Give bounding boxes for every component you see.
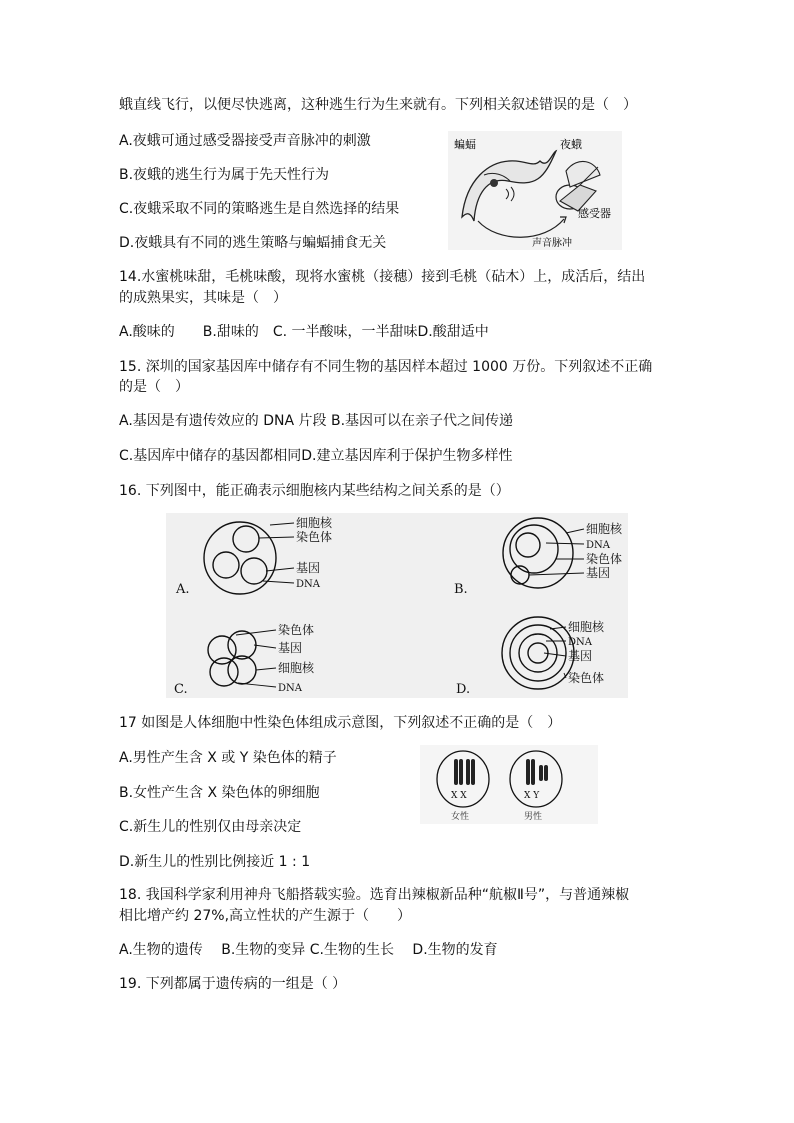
q15-stem-line1: 15. 深圳的国家基因库中储存有不同生物的基因样本超过 1000 万份。下列叙述不正确 (119, 359, 653, 375)
male-label: 男性 (524, 812, 543, 822)
panel-b-label: 染色体 (586, 552, 623, 566)
panel-a-label: DNA (296, 579, 320, 590)
q15-options-line2: C.基因库中储存的基因都相同D.建立基因库利于保护生物多样性 (119, 448, 513, 464)
panel-a-label: 基因 (296, 561, 321, 575)
panel-c-label: 染色体 (278, 623, 315, 637)
panel-a-label: 细胞核 (296, 516, 333, 530)
panel-c-label: 基因 (278, 641, 303, 655)
bat-label: 蝙蝠 (454, 138, 476, 151)
q17-option-b: B.女性产生含 X 染色体的卵细胞 (119, 785, 320, 801)
q14-stem-line2: 的成熟果实，其味是（ ） (119, 290, 287, 306)
panel-c-label: DNA (278, 683, 302, 694)
q14-options: A.酸味的 B.甜味的 C. 一半酸味，一半甜味D.酸甜适中 (119, 324, 489, 340)
q16-nucleus-figure (166, 513, 628, 698)
q13-option-b: B.夜蛾的逃生行为属于先天性行为 (119, 167, 330, 183)
panel-b-label: 基因 (586, 566, 611, 580)
q15-options-line1: A.基因是有遗传效应的 DNA 片段 B.基因可以在亲子代之间传递 (119, 413, 514, 429)
q18-options: A.生物的遗传 B.生物的变异 C.生物的生长 D.生物的发育 (119, 942, 498, 958)
q17-sex-chromosome-figure (420, 745, 598, 824)
q17-stem: 17 如图是人体细胞中性染色体组成示意图，下列叙述不正确的是（ ） (119, 715, 562, 731)
panel-c-label: 细胞核 (278, 661, 315, 675)
receptor-label: 感受器 (578, 207, 611, 220)
q16-stem: 16. 下列图中，能正确表示细胞核内某些结构之间关系的是（） (119, 483, 510, 499)
q13-option-d: D.夜蛾具有不同的逃生策略与蝙蝠捕食无关 (119, 235, 387, 251)
panel-a-label: 染色体 (296, 530, 333, 544)
q13-option-a: A.夜蛾可通过感受器接受声音脉冲的刺激 (119, 133, 371, 149)
q17-option-d: D.新生儿的性别比例接近 1 : 1 (119, 854, 311, 870)
female-label: 女性 (451, 812, 470, 822)
q15-stem-line2: 的是（ ） (119, 379, 189, 395)
panel-b-letter: B. (454, 582, 468, 597)
pulse-label: 声音脉冲 (532, 238, 572, 249)
panel-d-label: DNA (568, 637, 592, 648)
panel-b-label: 细胞核 (586, 522, 623, 536)
q14-stem-line1: 14.水蜜桃味甜，毛桃味酸，现将水蜜桃（接穗）接到毛桃（砧木）上，成活后，结出 (119, 269, 646, 285)
moth-label: 夜蛾 (560, 138, 582, 151)
panel-d-label: 基因 (568, 649, 593, 663)
panel-c-letter: C. (174, 682, 188, 697)
panel-d-label: 细胞核 (568, 620, 605, 634)
female-chromosome-letters: X X (451, 791, 467, 801)
panel-d-label: 染色体 (568, 671, 605, 685)
q13-stem: 蛾直线飞行，以便尽快逃离，这种逃生行为生来就有。下列相关叙述错误的是（ ） (119, 97, 637, 113)
q13-option-c: C.夜蛾采取不同的策略逃生是自然选择的结果 (119, 201, 400, 217)
q19-stem: 19. 下列都属于遗传病的一组是（ ） (119, 976, 347, 992)
q17-option-a: A.男性产生含 X 或 Y 染色体的精子 (119, 750, 337, 766)
panel-a-letter: A. (176, 582, 190, 597)
q18-stem-line2: 相比增产约 27%,高立性状的产生源于（ ） (119, 908, 412, 924)
panel-b-label: DNA (586, 540, 610, 551)
q17-option-c: C.新生儿的性别仅由母亲决定 (119, 819, 302, 835)
male-chromosome-letters: X Y (524, 791, 540, 801)
panel-d-letter: D. (456, 682, 471, 697)
q18-stem-line1: 18. 我国科学家利用神舟飞船搭载实验。选育出辣椒新品种“航椒Ⅱ号”，与普通辣椒 (119, 887, 630, 903)
q13-bat-moth-figure (448, 131, 622, 250)
